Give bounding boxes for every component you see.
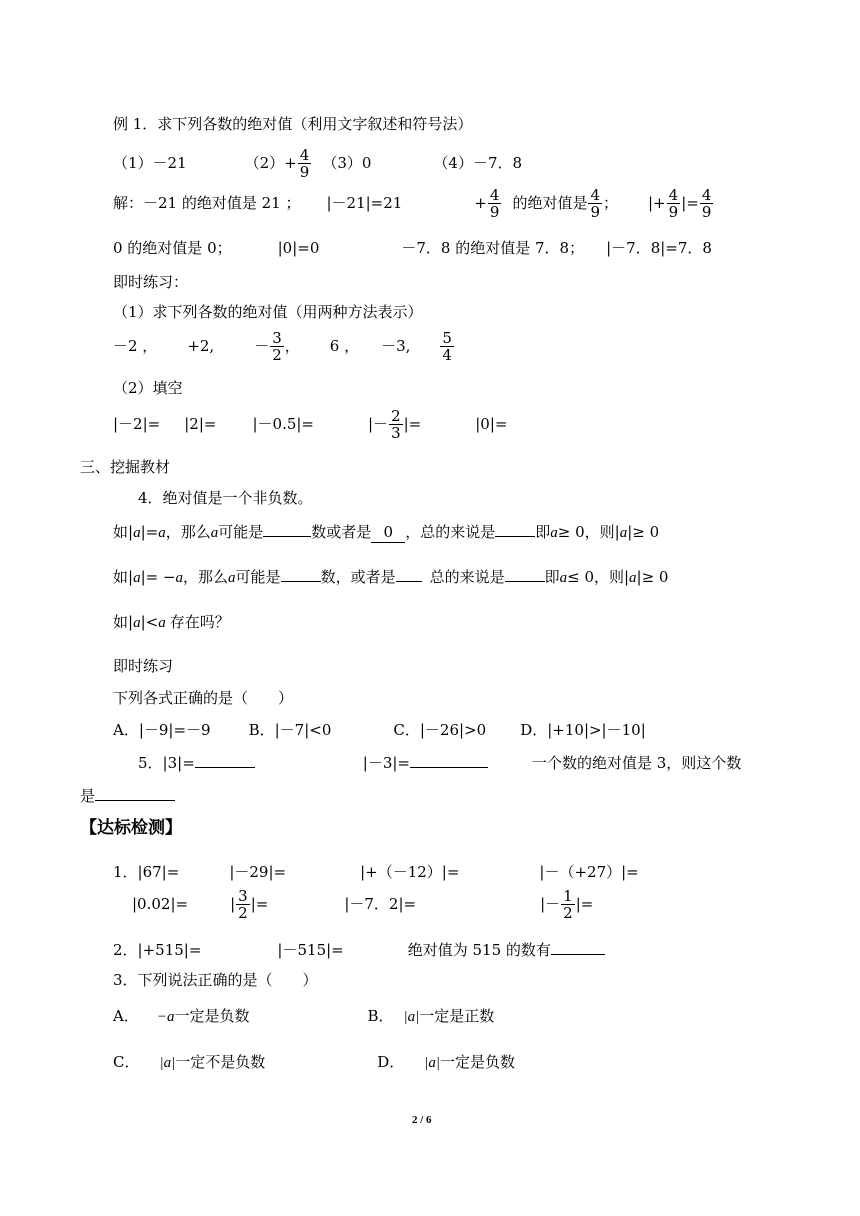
- fraction-3-2: $\frac{3}{2}$: [238, 886, 248, 922]
- page-number: 2 / 6: [412, 1114, 432, 1126]
- option-c[interactable]: C． |a|一定不是负数: [113, 1053, 266, 1071]
- example1-item-1: （1）－21: [113, 154, 187, 172]
- blank-filled: 0: [371, 522, 405, 543]
- option-d[interactable]: D．|+10|>|－10|: [520, 721, 646, 739]
- option-d[interactable]: D． |a|一定是负数: [377, 1053, 516, 1071]
- blank[interactable]: [396, 567, 422, 582]
- practice2-options: [113, 720, 646, 740]
- section3-point4: 4．绝对值是一个非负数。: [138, 489, 313, 507]
- solution-text-1: 解：－21 的绝对值是 21 ；: [113, 194, 301, 212]
- blank[interactable]: [495, 522, 535, 537]
- practice-q1: （1）求下列各数的绝对值（用两种方法表示）: [113, 303, 423, 321]
- test-q1-row1: 1．|67|= |－29|= |+（－12）|= |－（+27）|=: [113, 863, 639, 881]
- test-q1-row2: |0.02|= | $\frac{3}{2}$ |= |－7．2|= |－ $\frac{1}{2}$ |=: [132, 886, 594, 922]
- fraction-4-9: $\frac{4}{9}$: [489, 185, 500, 221]
- option-a[interactable]: A． −a一定是负数: [113, 1007, 250, 1025]
- fraction-4-9: $\frac{4}{9}$: [299, 145, 310, 181]
- section3-title: 三、挖掘教材: [80, 458, 171, 476]
- blank[interactable]: [95, 786, 175, 801]
- practice-q2: （2）填空: [113, 379, 183, 397]
- option-a[interactable]: A．|－9|=－9: [113, 721, 211, 739]
- fraction-4-9: $\frac{4}{9}$: [668, 185, 679, 221]
- blank[interactable]: [263, 522, 311, 537]
- solution-line2: 0 的绝对值是 0； |0|=0 －7．8 的绝对值是 7．8； |－7．8|=7．8: [113, 239, 712, 257]
- practice2-question: 下列各式正确的是（ ）: [113, 689, 294, 707]
- practice-numbers: －2 ， +2, － $\frac{3}{2}$ ， 6 ， －3, $\frac{5}{4}$: [113, 328, 452, 364]
- practice-title: 即时练习：: [113, 273, 189, 291]
- practice-fill: |－2|= |2|= |－0.5|= |－ $\frac{2}{3}$ |= |0|=: [113, 406, 508, 442]
- example1-title: 例 1．求下列各数的绝对值（利用文字叙述和符号法）: [113, 115, 473, 133]
- section3-line1: 如|a|=a，那么a可能是 数或者是 0 ，总的来说是 即a≥ 0，则|a|≥ 0: [113, 523, 660, 541]
- blank[interactable]: [195, 753, 255, 768]
- practice2-q5: 5．|3|= |－3|= 一个数的绝对值是 3，则这个数: [138, 754, 742, 772]
- test-q3-options-cd: [113, 1052, 515, 1073]
- fraction-2-3: $\frac{2}{3}$: [391, 406, 401, 442]
- example1-item-3: （3）0: [322, 154, 372, 172]
- option-c[interactable]: C．|－26|>0: [393, 721, 487, 739]
- example1-items: [113, 145, 522, 181]
- example1-item-2: （2）+: [244, 154, 297, 172]
- option-b[interactable]: B．|－7|<0: [248, 721, 332, 739]
- fraction-1-2: $\frac{1}{2}$: [563, 886, 573, 922]
- blank[interactable]: [410, 753, 488, 768]
- blank[interactable]: [505, 567, 545, 582]
- test-q3-options-ab: [113, 1006, 494, 1027]
- example1-item-4: （4）－7．8: [433, 154, 523, 172]
- blank[interactable]: [551, 940, 605, 955]
- fraction-3-2: $\frac{3}{2}$: [272, 328, 282, 364]
- fraction-4-9: $\frac{4}{9}$: [590, 185, 601, 221]
- practice2-q5-cont: 是: [80, 786, 175, 806]
- test-q3: 3．下列说法正确的是（ ）: [113, 971, 318, 989]
- test-heading: 【达标检测】: [80, 818, 182, 838]
- blank[interactable]: [281, 567, 321, 582]
- solution-abs-1: |－21|=21: [326, 194, 403, 212]
- option-b[interactable]: B． |a|一定是正数: [367, 1007, 495, 1025]
- test-q2: 2．|+515|= |－515|= 绝对值为 515 的数有: [113, 940, 605, 960]
- section3-line3: 如|a|<a 存在吗？: [113, 613, 230, 631]
- section3-line2: 如|a|= −a，那么a可能是 数，或者是 总的来说是 即a≤ 0，则|a|≥ 0: [113, 568, 669, 586]
- fraction-5-4: $\frac{5}{4}$: [442, 328, 452, 364]
- fraction-4-9: $\frac{4}{9}$: [701, 185, 712, 221]
- solution-line1: 解：－21 的绝对值是 21 ； |－21|=21 + $\frac{4}{9}$ 的绝对值是 $\frac{4}{9}$ ； |+ $\frac{4}{9}$ |= $\frac{4}{9}$: [113, 185, 712, 221]
- practice2-title: 即时练习: [113, 657, 174, 675]
